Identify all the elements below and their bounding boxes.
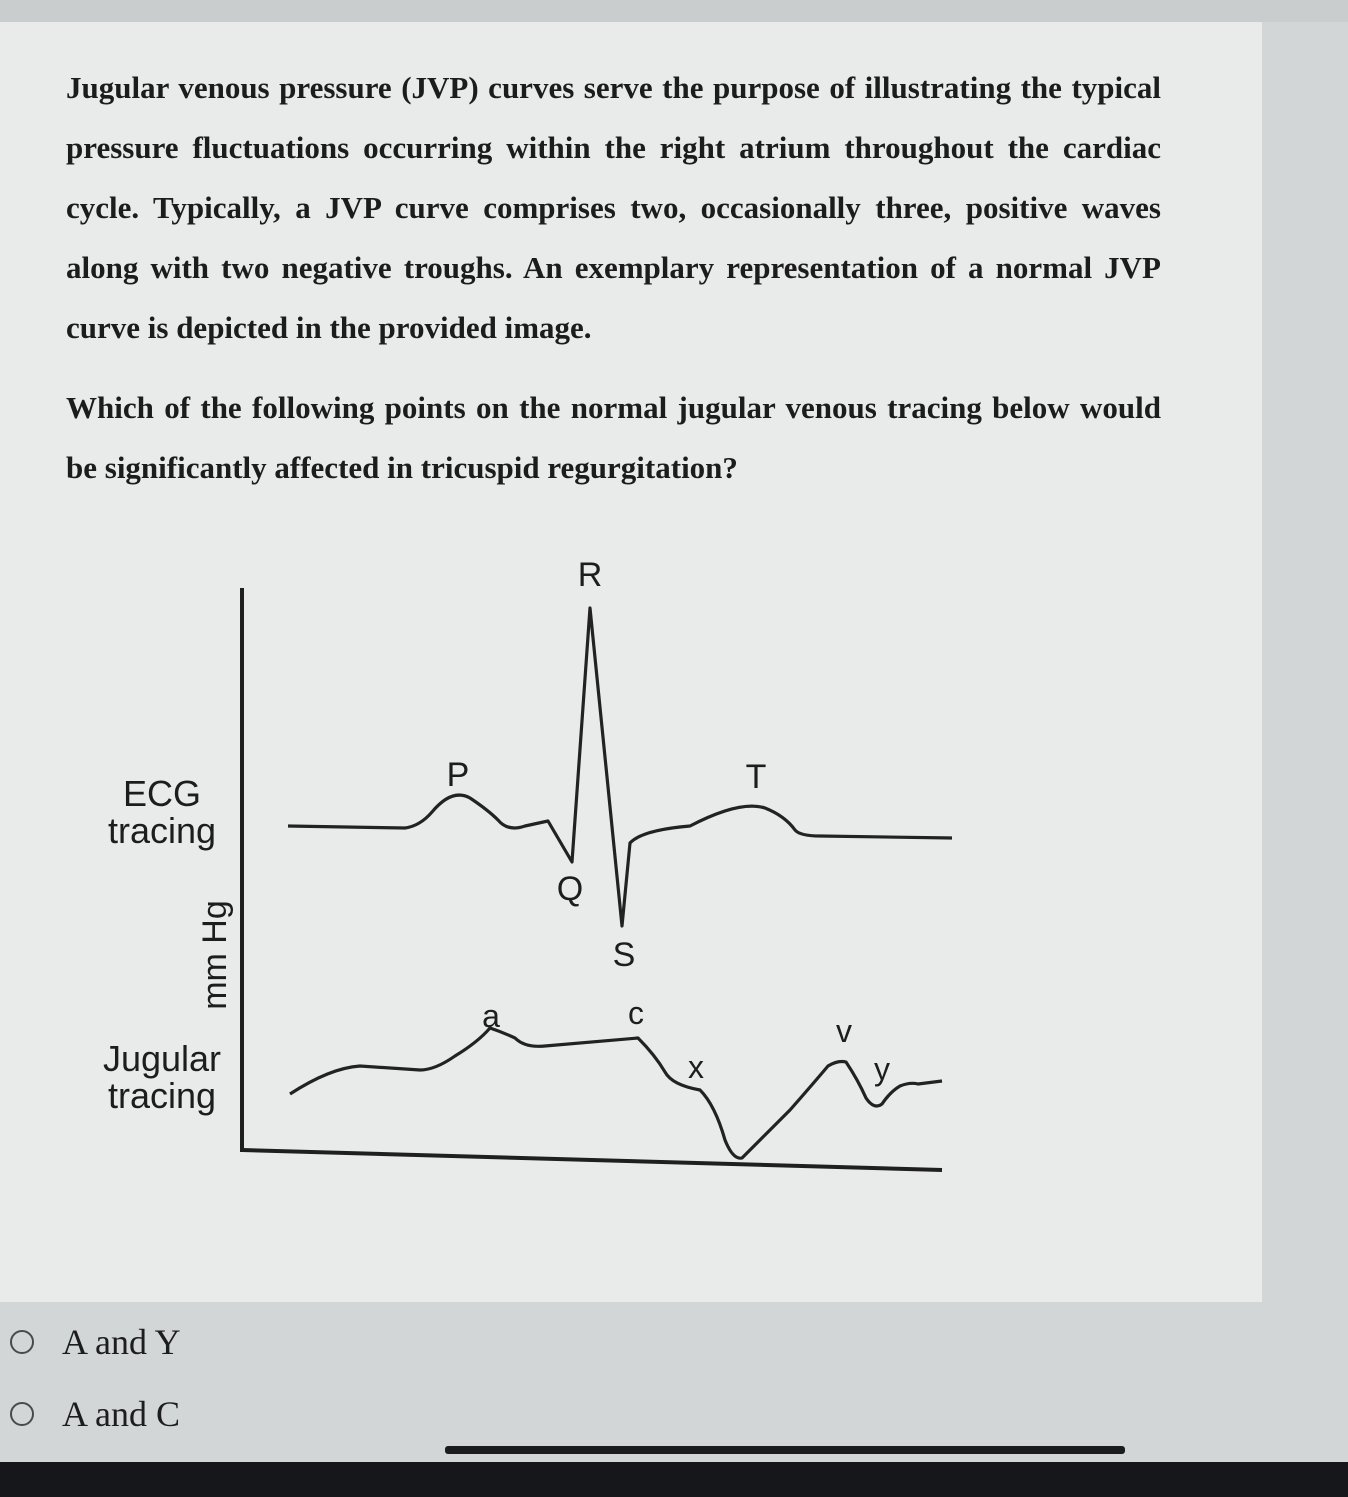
bottom-bar [0,1462,1348,1497]
option-label: A and Y [62,1322,181,1362]
ecg-label-line2: tracing [107,810,217,851]
option-label: A and C [62,1394,181,1434]
ecg-point-s: S [612,936,636,974]
jugular-label-line2: tracing [107,1075,217,1116]
jvp-point-x: x [688,1049,704,1085]
jvp-point-c: c [628,995,644,1031]
ecg-label-line1: ECG [122,773,202,814]
jvp-point-y: y [874,1051,890,1087]
jvp-point-v: v [836,1013,852,1049]
question-prompt: Which of the following points on the normal jugular venous tracing below would be significantly affected in tricuspid regurgitation? [66,390,1161,485]
top-strip [0,0,1348,22]
ecg-point-p: P [446,756,470,794]
x-axis [242,1150,942,1170]
ecg-point-r: R [577,556,603,594]
jvp-figure [0,520,1000,1205]
radio-icon[interactable] [10,1402,34,1426]
radio-icon[interactable] [10,1330,34,1354]
question-intro: Jugular venous pressure (JVP) curves serve the purpose of illustrating the typical pressure fluctuations occurring within the right atrium throughout the cardiac cycle. Typically, a JVP curve comprises two, occasionally three, positive waves along with two negative troughs. An exemplary representation of a normal JVP curve is depicted in the provided image. [66,70,1161,345]
jugular-label-line1: Jugular [102,1038,222,1079]
mm-hg-axis-label: mm Hg [196,900,234,1010]
ecg-point-t: T [745,758,767,796]
ecg-point-q: Q [556,870,584,908]
scroll-indicator [445,1446,1125,1454]
jvp-diagram [0,520,1000,1200]
jvp-point-a: a [482,998,500,1034]
ecg-curve [288,608,952,926]
